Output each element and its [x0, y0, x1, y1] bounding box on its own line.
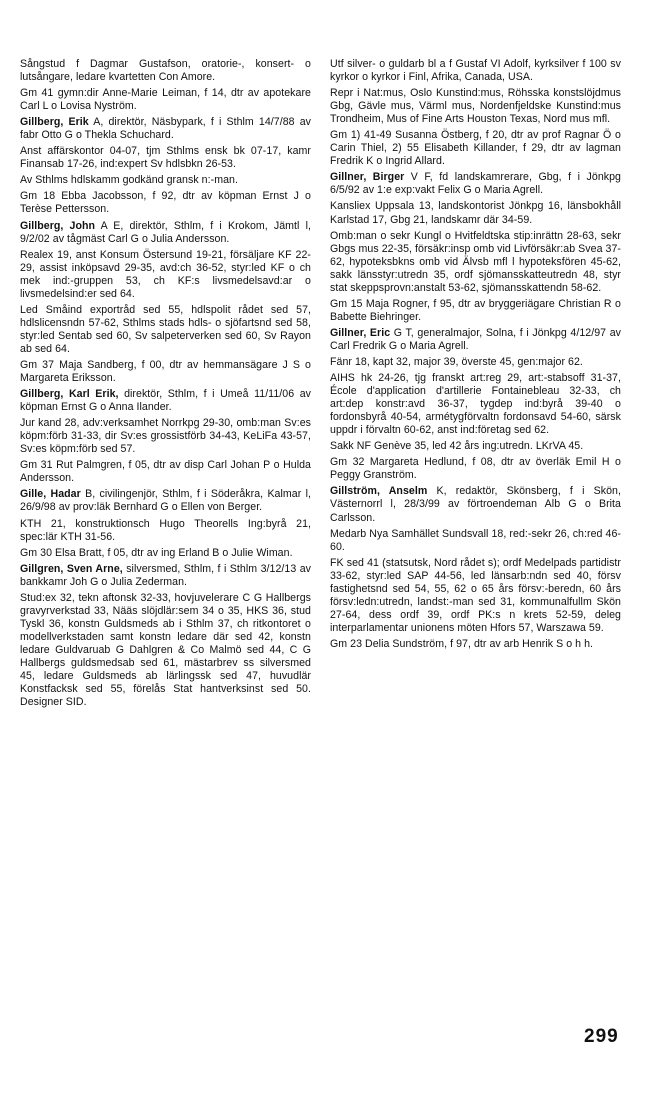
entry-text: B, civilingenjör, Sthlm, f i Söderåkra, Kalmar l, 26/9/98 av prov:läk Bernhard G o Ellen von Berger.: [20, 488, 311, 514]
entry-paragraph: [20, 190, 311, 216]
entry-paragraph: [330, 200, 621, 226]
entry-text: silversmed, Sthlm, f i Sthlm 3/12/13 av bankkamr Joh G o Julia Zederman.: [20, 562, 311, 588]
entry-paragraph: [20, 459, 311, 485]
entry-paragraph: [330, 58, 621, 84]
biography-entry: [20, 388, 311, 414]
page-number: 299: [584, 1026, 619, 1047]
left-column: [20, 58, 311, 712]
entry-paragraph: [20, 592, 311, 709]
entry-text: Utf silver- o guldarb bl a f Gustaf VI Adolf, kyrksilver f 100 sv kyrkor o kyrkor i Finl, Afrika, Canada, USA.: [330, 58, 621, 84]
entry-text: Gm 15 Maja Rogner, f 95, dtr av bryggeriägare Christian R o Babette Biehringer.: [330, 297, 621, 323]
entry-text: FK sed 41 (statsutsk, Nord rådet s); ordf Medelpads partidistr 33-62, styr:led SAP 44-56, led länsarb:ndn sed 40, försv fastighetsnd sed 54, 55, 62 o 65 års försv:-beredn, 60 års försv:ledn:utredn, landst:-man sed 31, kommunalfullm Skön 27-64, dess ordf 39, ordf PK:s n krets 52-59, deleg interparlamentar unionens möten Hfors 57, Warszawa 59.: [330, 556, 621, 634]
entry-paragraph: [330, 230, 621, 295]
person-name: Gillner, Birger: [330, 171, 405, 184]
entry-paragraph: [330, 87, 621, 126]
person-name: Gillberg, Erik: [20, 116, 89, 129]
entry-text: Gm 30 Elsa Bratt, f 05, dtr av ing Erland B o Julie Wiman.: [20, 546, 293, 559]
entry-paragraph: [20, 58, 311, 84]
entry-text: Gm 37 Maja Sandberg, f 00, dtr av hemmansägare J S o Margareta Eriksson.: [20, 358, 311, 385]
entry-text: direktör, Sthlm, f i Umeå 11/11/06 av köpman Ernst G o Anna Ilander.: [20, 388, 311, 414]
biography-entry: [20, 563, 311, 589]
biography-entry: [20, 116, 311, 142]
entry-text: Gm 18 Ebba Jacobsson, f 92, dtr av köpman Ernst J o Terèse Pettersson.: [20, 190, 311, 216]
entry-text: Gm 1) 41-49 Susanna Östberg, f 20, dtr av prof Ragnar Ö o Carin Thiel, 2) 55 Elisabeth Killander, f 29, dtr av lagman Fredrik K o Ingrid Allard.: [330, 129, 621, 168]
biography-entry: [20, 220, 311, 246]
entry-paragraph: [20, 145, 311, 171]
entry-paragraph: [330, 638, 621, 651]
entry-text: G T, generalmajor, Solna, f i Jönkpg 4/12/97 av Carl Fredrik G o Maria Agrell.: [330, 326, 621, 352]
entry-text: Medarb Nya Samhället Sundsvall 18, red:-sekr 26, ch:red 46-60.: [330, 527, 621, 553]
entry-paragraph: [20, 87, 311, 113]
entry-paragraph: [330, 528, 621, 554]
biography-entry: [330, 171, 621, 197]
biography-entry: [330, 327, 621, 353]
person-name: Gillberg, Karl Erik,: [20, 388, 119, 401]
person-name: Gillberg, John: [20, 219, 96, 232]
entry-text: Anst affärskontor 04-07, tjm Sthlms ensk bk 07-17, kamr Finansab 17-26, ind:expert Sv hdlsbkn 26-53.: [20, 145, 311, 171]
entry-text: Gm 31 Rut Palmgren, f 05, dtr av disp Carl Johan P o Hulda Andersson.: [20, 459, 311, 485]
entry-text: Av Sthlms hdlskamm godkänd gransk n:-man.: [20, 174, 238, 187]
entry-text: K, redaktör, Skönsberg, f i Skön, Västernorrl l, 28/3/99 av förtroendeman Alb G o Brita Carlsson.: [330, 485, 621, 524]
entry-text: Realex 19, anst Konsum Östersund 19-21, försäljare KF 22-29, assist inköpsavd 29-35, avd:ch 36-52, styr:led KF o ch mek ind:-gruppen 53, ch KF:s livsmedelsavd:ar o livsmedelsind:er sed 64.: [20, 248, 311, 300]
entry-paragraph: [20, 304, 311, 356]
person-name: Gillner, Eric: [330, 326, 391, 339]
entry-paragraph: [330, 440, 621, 453]
entry-text: KTH 21, konstruktionsch Hugo Theorells Ing:byrå 21, spec:lär KTH 31-56.: [20, 517, 311, 543]
entry-text: Repr i Nat:mus, Oslo Kunstind:mus, Röhsska konstslöjdmus Gbg, Gävle mus, Värml mus, Nordenfjeldske Kunstind:mus Trondheim, Mus of Fine Arts Houston Texas, Nord mus mfl.: [330, 87, 621, 126]
entry-paragraph: [330, 356, 621, 369]
entry-text: Sångstud f Dagmar Gustafson, oratorie-, konsert- o lutsångare, ledare kvartetten Con Amore.: [20, 58, 311, 84]
person-name: Gille, Hadar: [20, 488, 81, 501]
entry-text: AIHS hk 24-26, tjg franskt art:reg 29, art:-stabsoff 31-37, École d'application d'artillerie Fontainebleau 32-33, ch art:dep konstr:avd 36-37, tygdep ind:byrå 39-40 o fordonsbyrå 40-54, armétygförvaltn fordonsavd 54-60, särsk uppdr i förvaltn 60-62, anst ind:företag sed 62.: [330, 372, 621, 437]
entry-text: Jur kand 28, adv:verksamhet Norrkpg 29-30, omb:man Sv:es köpm:förb 31-33, dir Sv:es grossistförb 34-43, KeLiFa 43-57, Sv:es köpm:förb sed 57.: [20, 417, 311, 456]
entry-paragraph: [20, 518, 311, 544]
biography-entry: [20, 488, 311, 514]
entry-text: A, direktör, Näsbypark, f i Sthlm 14/7/88 av fabr Otto G o Thekla Schuchard.: [20, 116, 311, 142]
entry-paragraph: [330, 557, 621, 635]
entry-text: Gm 32 Margareta Hedlund, f 08, dtr av överläk Emil H o Peggy Granström.: [330, 456, 621, 482]
entry-text: A E, direktör, Sthlm, f i Krokom, Jämtl l, 9/2/02 av tågmäst Carl G o Julia Andersson.: [20, 219, 311, 245]
entry-paragraph: [330, 372, 621, 437]
entry-paragraph: [20, 417, 311, 456]
person-name: Gillström, Anselm: [330, 485, 428, 498]
entry-text: Kansliex Uppsala 13, landskontorist Jönkpg 16, länsbokhåll Karlstad 17, Gbg 21, landskamr där 34-59.: [330, 200, 621, 226]
entry-text: Sakk NF Genève 35, led 42 års ing:utredn. LKrVA 45.: [330, 440, 584, 453]
entry-text: Fänr 18, kapt 32, major 39, överste 45, gen:major 62.: [330, 355, 583, 368]
entry-text: Stud:ex 32, tekn aftonsk 32-33, hovjuvelerare C G Hallbergs gravyrverkstad 33, Nääs slöjdlär:sem 34 o 35, HKS 36, stud Tyskl 36, konstn Guldsmeds ab i Sthlm 37, ch ritkontoret o modellverkstaden samt konstn ledare där sed 42, konstn ledare Guldvaruab G Dahlgren & Co Malmö sed 44, C G Hallbergs guldsmedsab sed 61, mästarbrev ss silversmed 45, ledare Guldsmeds ab lärlingssk sed 47, huvudlär Konstfacksk sed 55, förelås Stat hantverksinst sed 50. Designer SID.: [20, 591, 311, 709]
entry-paragraph: [20, 547, 311, 560]
entry-text: V F, fd landskamrerare, Gbg, f i Jönkpg 6/5/92 av 1:e exp:vakt Felix G o Maria Agrell.: [330, 171, 621, 197]
biography-entry: [330, 485, 621, 524]
entry-paragraph: [20, 174, 311, 187]
entry-paragraph: [330, 129, 621, 168]
entry-paragraph: [330, 456, 621, 482]
entry-text: Led Småind exportråd sed 55, hdlspolit rådet sed 57, hdlslicensndn 57-62, Sthlms stads hdls- o sjöfartsnd sed 58, styr:led Sentab sed 60, Sv salpeterverken sed 60, Sv Rayon ab sed 64.: [20, 303, 311, 355]
entry-paragraph: [20, 359, 311, 385]
person-name: Gillgren, Sven Arne,: [20, 562, 123, 575]
entry-text: Gm 23 Delia Sundström, f 97, dtr av arb Henrik S o h h.: [330, 637, 593, 650]
entry-paragraph: [330, 298, 621, 324]
entry-text: Gm 41 gymn:dir Anne-Marie Leiman, f 14, dtr av apotekare Carl L o Lovisa Nyström.: [20, 87, 311, 113]
entry-paragraph: [20, 249, 311, 301]
entry-text: Omb:man o sekr Kungl o Hvitfeldtska stip:inrättn 28-63, sekr Gbgs mus 22-35, försäkr:insp omb vid Livförsäkr:ab Svea 37-62, hypoteksbkns omb vid Älvsb mfl l hypoteksfören 45-62, sakk länsstyr:utredn 35, ordf sjömansskatteutredn 48, styr stat skeppsprovn:anstalt 53-62, sjömansskattendn 58-62.: [330, 229, 621, 294]
right-column: [330, 58, 621, 654]
